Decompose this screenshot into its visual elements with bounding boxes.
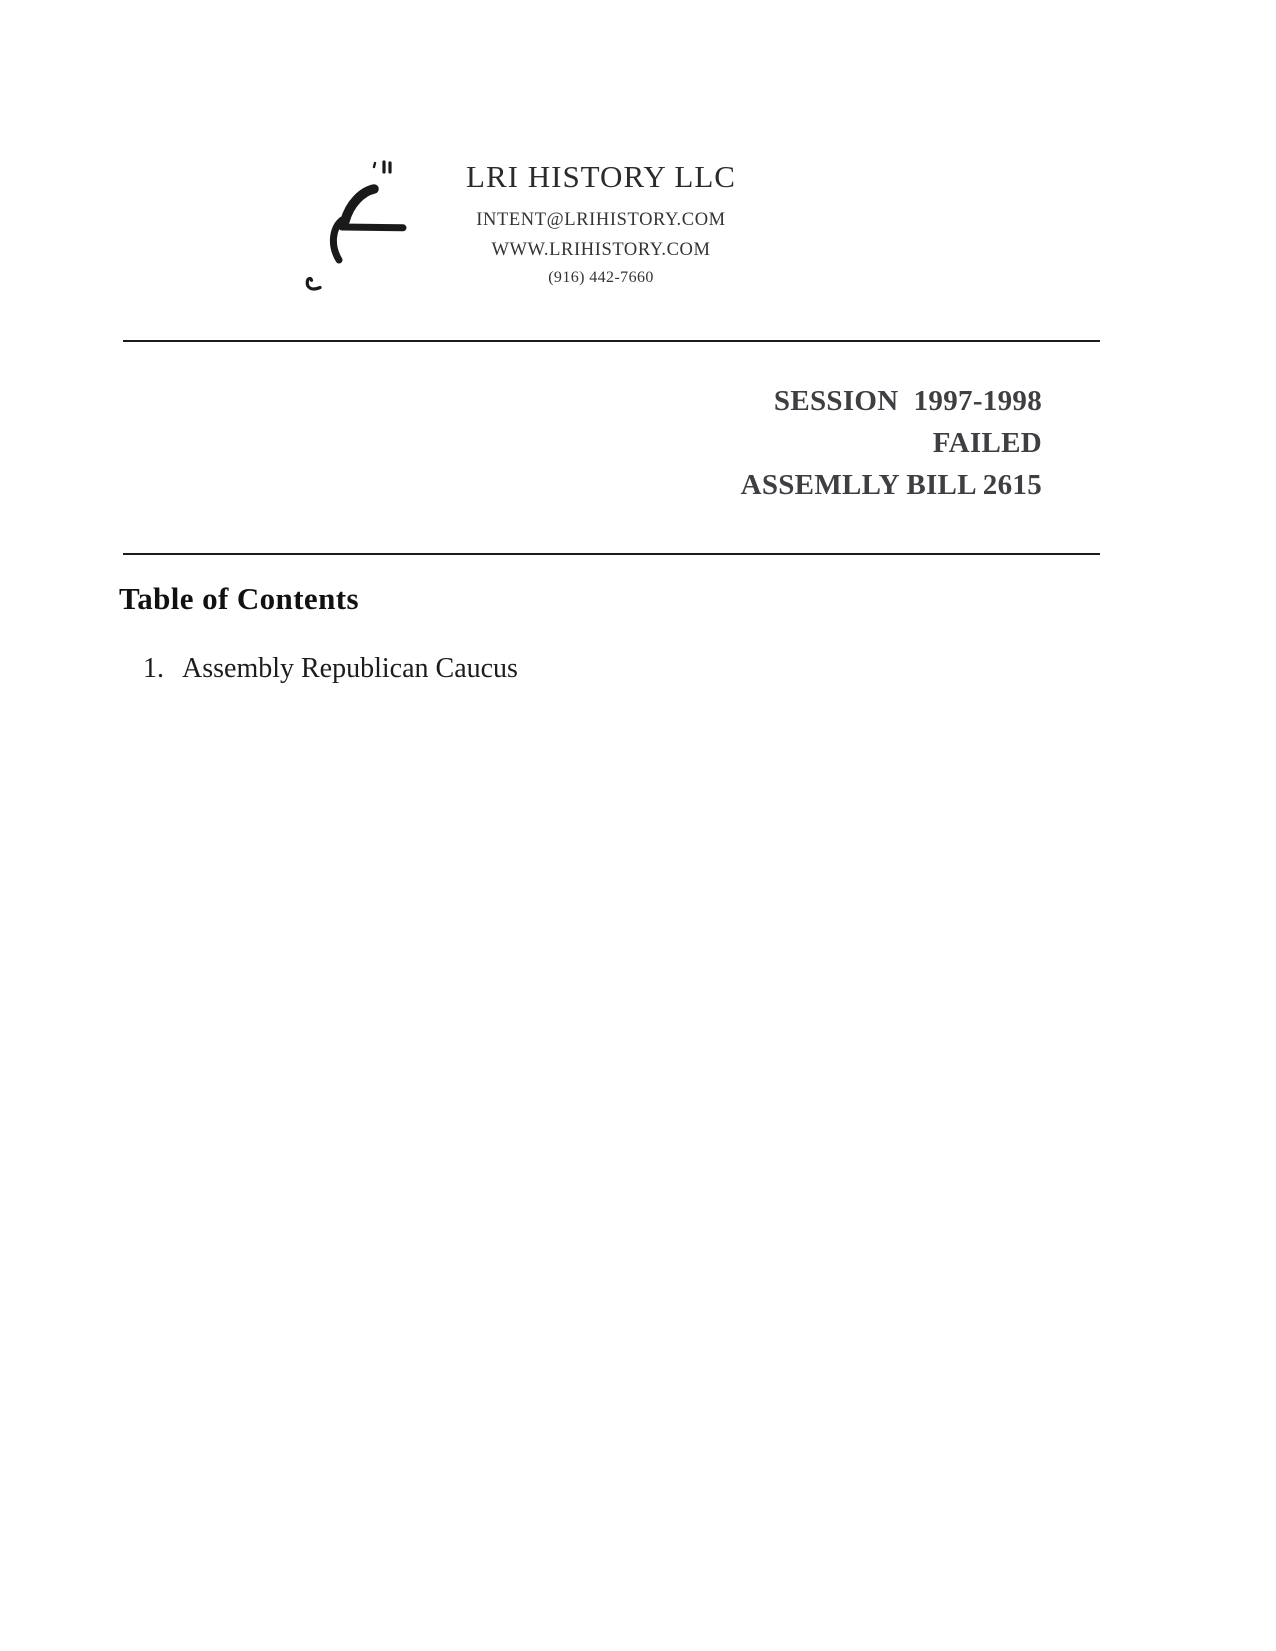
- logo-flag-icon: [376, 140, 396, 158]
- company-email: INTENT@LRIHISTORY.COM: [476, 210, 726, 230]
- divider-bottom: [123, 553, 1100, 555]
- session-line-status: FAILED: [932, 427, 1042, 459]
- session-info: [741, 380, 1042, 506]
- toc-list: [143, 652, 518, 686]
- company-website: WWW.LRIHISTORY.COM: [491, 240, 711, 260]
- toc-item-number: 1.: [143, 653, 164, 684]
- divider-top: [123, 340, 1100, 342]
- company-name: LRI HISTORY LLC: [466, 159, 736, 194]
- toc-title: Table of Contents: [119, 581, 359, 616]
- logo-swoosh-hook: [307, 278, 320, 288]
- toc-item-label: Assembly Republican Caucus: [182, 653, 518, 684]
- toc-item: [143, 652, 518, 686]
- logo-base-bar: [342, 227, 403, 228]
- session-line-bill: ASSEMLLY BILL 2615: [740, 469, 1042, 501]
- logo-dome-stroke: [345, 189, 374, 221]
- company-phone: (916) 442-7660: [548, 269, 654, 286]
- logo-columns: [347, 242, 396, 262]
- logo-lantern: [375, 169, 400, 182]
- session-line-session: SESSION 1997-1998: [773, 385, 1042, 417]
